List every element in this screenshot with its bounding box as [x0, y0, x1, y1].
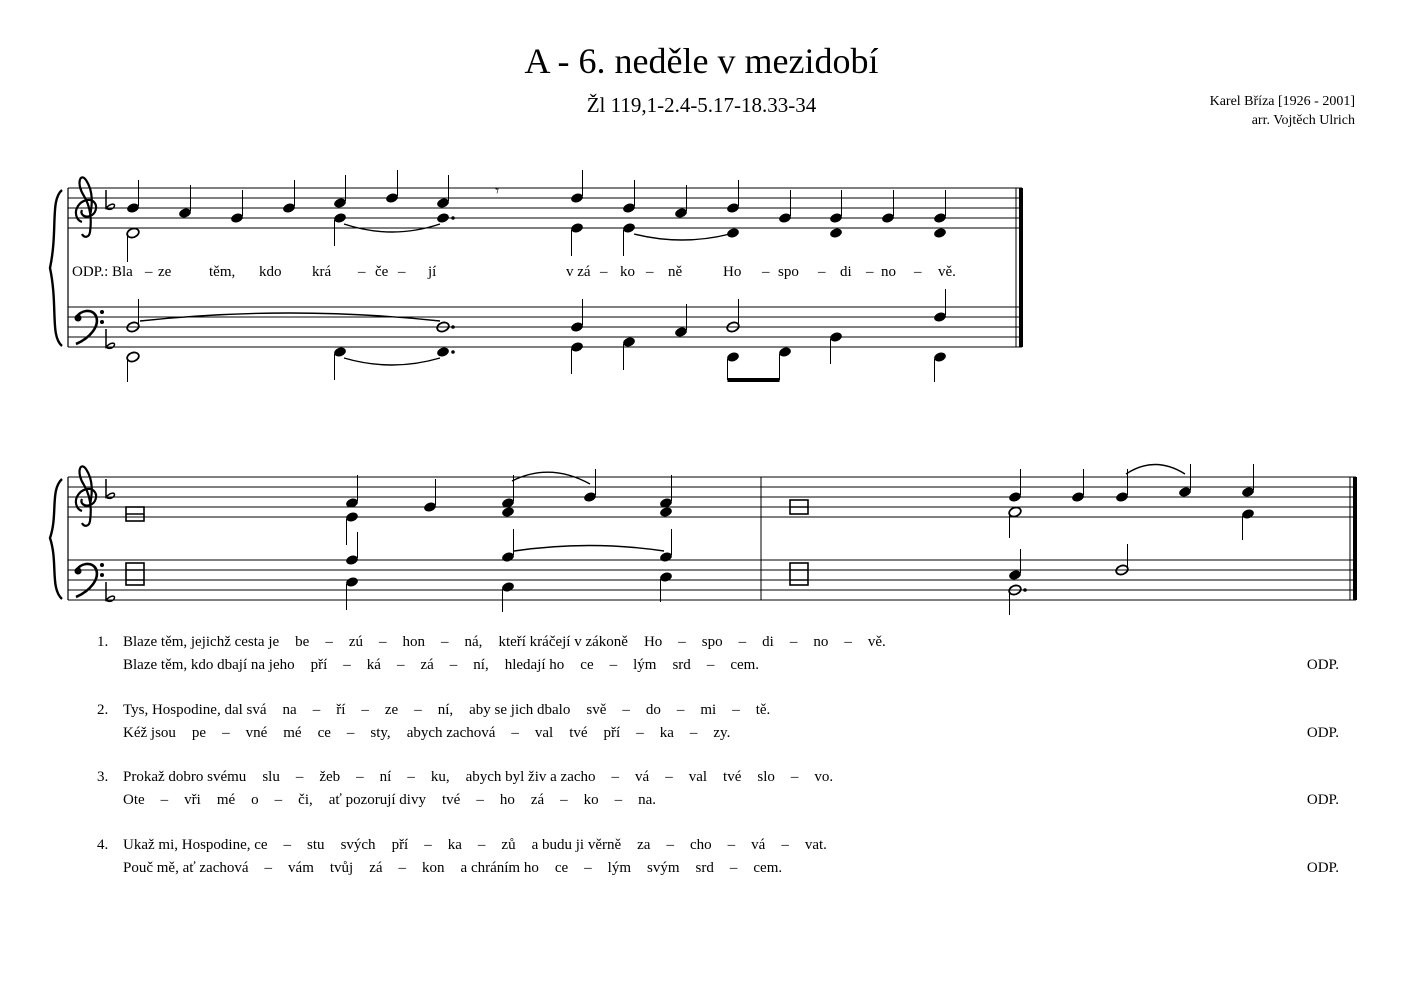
verse-line	[123, 633, 1353, 651]
verse-syllable: pří	[391, 837, 409, 853]
verse-syllable: ka	[659, 725, 674, 741]
verse-syllable: –	[609, 657, 618, 673]
psalm-reference: Žl 119,1-2.4-5.17-18.33-34	[586, 93, 817, 117]
verse-syllable: –	[356, 769, 364, 785]
verse-syllable: hledají ho	[504, 657, 565, 673]
verse-syllable: zy.	[713, 725, 731, 741]
verse-syllable: ka	[447, 837, 462, 853]
verse-syllable: di	[762, 634, 774, 650]
verse-syllable: vat.	[804, 837, 827, 853]
treble-staff-1	[68, 188, 1022, 228]
verse-syllable: a chráním ho	[460, 860, 539, 876]
brace	[50, 479, 62, 599]
verse-syllable: cem.	[730, 657, 760, 673]
verse-syllable: či,	[298, 792, 313, 808]
verse-line	[123, 791, 1353, 809]
refrain-syllable: –	[398, 264, 406, 280]
verse-syllable: val	[688, 769, 708, 785]
page-title: A - 6. neděle v mezidobí	[524, 41, 879, 81]
verse-syllable: o	[251, 792, 259, 808]
recitation-chords	[126, 500, 808, 585]
verse-syllable: –	[706, 657, 715, 673]
verse-line	[123, 701, 1353, 719]
verse-syllable: –	[312, 702, 321, 718]
verse-number: 2.	[97, 702, 109, 718]
verse-syllable: –	[789, 634, 798, 650]
verse-syllable: –	[560, 792, 568, 808]
flat-icon	[106, 479, 115, 498]
refrain-syllable: vě.	[938, 264, 956, 280]
verse-syllable: ho	[499, 792, 515, 808]
verse-syllable: pe	[191, 725, 207, 741]
verse-syllable: –	[622, 702, 630, 718]
refrain-syllable: ze	[158, 264, 172, 280]
verse-syllable: vě.	[867, 634, 886, 650]
verse-syllable: –	[729, 860, 738, 876]
verse-syllable: ko	[583, 792, 599, 808]
refrain-syllable: ODP.: Bla	[72, 264, 133, 280]
verse-syllable: –	[511, 725, 519, 741]
verse-syllable: lým	[607, 860, 632, 876]
verse-syllable: Ho	[643, 634, 663, 650]
verse-syllable: –	[614, 792, 623, 808]
verse-syllable: tě.	[755, 702, 771, 718]
verse-syllable: ce	[554, 860, 569, 876]
verse-syllable: abych byl živ a zacho	[465, 769, 596, 785]
verse-syllable: ODP.	[1306, 792, 1339, 808]
verse-syllable: sty,	[370, 725, 391, 741]
verse-syllable: –	[477, 837, 486, 853]
verse-syllable: –	[379, 634, 387, 650]
verse-number: 1.	[97, 634, 109, 650]
verse-syllable: ať pozorují divy	[328, 792, 426, 808]
verse-syllable: tvé	[441, 792, 461, 808]
verse-syllable: zá	[420, 657, 434, 673]
system-1	[50, 170, 1022, 382]
verse-syllable: cem.	[753, 860, 783, 876]
verse-syllable: –	[665, 769, 673, 785]
verse-syllable: –	[636, 725, 644, 741]
verse-syllable: stu	[307, 837, 325, 853]
verse-syllable: be	[295, 634, 310, 650]
verse-syllable: tvůj	[329, 860, 354, 876]
verse-syllable: vo.	[814, 769, 834, 785]
verse-line-text: Ote	[123, 792, 145, 808]
verse-syllable: za	[637, 837, 651, 853]
system-2	[50, 464, 1356, 615]
verse-syllable: –	[283, 837, 292, 853]
verse-syllable: vám	[288, 860, 314, 876]
verse-syllable: pří	[310, 657, 328, 673]
verse-line	[123, 836, 1353, 854]
verse-line-text: Blaze těm, kdo dbají na jeho	[123, 657, 295, 673]
verse-syllable: mi	[700, 702, 717, 718]
verse-syllable: –	[689, 725, 698, 741]
verse-syllable: ODP.	[1306, 860, 1339, 876]
verse-syllable: hon	[402, 634, 426, 650]
verse-syllable: –	[346, 725, 355, 741]
refrain-syllable: –	[646, 264, 654, 280]
verse-syllable: lým	[633, 657, 657, 673]
alto-notes-1	[126, 212, 947, 262]
verse-syllable: tvé	[569, 725, 588, 741]
verse-line-text: Prokaž dobro svému	[123, 769, 247, 785]
verse-syllable: ní,	[437, 702, 454, 718]
refrain-syllable: no	[881, 264, 896, 280]
verse-syllable: –	[343, 657, 351, 673]
verse-syllable: –	[666, 837, 674, 853]
refrain-syllable: kdo	[259, 264, 282, 280]
arranger-name: arr. Vojtěch Ulrich	[1251, 113, 1355, 128]
verse-syllable: –	[160, 792, 169, 808]
verse-syllable: svě	[586, 702, 607, 718]
verse-syllable: a budu ji věrně	[531, 837, 622, 853]
verse-syllable: –	[781, 837, 789, 853]
verse-syllable: do	[645, 702, 661, 718]
verse-syllable: ce	[580, 657, 594, 673]
soprano-notes-1	[126, 170, 947, 224]
verse-syllable: srd	[672, 657, 691, 673]
verse-syllable: na.	[638, 792, 657, 808]
refrain-syllable: –	[866, 264, 874, 280]
verse-syllable: žeb	[319, 769, 341, 785]
flat-icon	[106, 190, 115, 209]
verse-syllable: svých	[340, 837, 376, 853]
verse-syllable: –	[790, 769, 799, 785]
verse-line-text: Kéž jsou	[123, 725, 176, 741]
verse-syllable: zá	[369, 860, 383, 876]
refrain-lyrics	[72, 264, 956, 280]
verse-line-text: Blaze těm, jejichž cesta je	[123, 634, 280, 650]
verse-syllable: ká	[366, 657, 381, 673]
refrain-syllable: –	[358, 264, 366, 280]
flat-icon	[106, 329, 115, 348]
verse-syllable: ní	[379, 769, 392, 785]
verse-syllable: zú	[348, 634, 364, 650]
refrain-syllable: jí	[428, 264, 437, 280]
tenor-bass-notes-1	[126, 289, 947, 382]
verse-syllable: –	[738, 634, 747, 650]
verse-syllable: kteří kráčejí v zákoně	[498, 634, 628, 650]
verse-syllable: vá	[635, 769, 650, 785]
verse-syllable: –	[407, 769, 415, 785]
verse-syllable: mé	[216, 792, 236, 808]
verse-syllable: –	[732, 702, 740, 718]
verse-line	[123, 724, 1353, 742]
verse-syllable: –	[584, 860, 592, 876]
verse-syllable: tvé	[723, 769, 742, 785]
bass-staff-2	[68, 560, 1356, 600]
treble-staff-2	[68, 477, 1356, 517]
verse-syllable: –	[424, 837, 432, 853]
verse-syllable: vři	[184, 792, 201, 808]
verse-syllable: –	[414, 702, 422, 718]
verse-syllable: –	[611, 769, 620, 785]
verse-number: 4.	[97, 837, 109, 853]
verse-syllable: slu	[262, 769, 280, 785]
refrain-syllable: spo	[778, 264, 799, 280]
verse-number: 3.	[97, 769, 109, 785]
refrain-syllable: di	[840, 264, 852, 280]
verse-syllable: ří	[336, 702, 346, 718]
verse-syllable: val	[534, 725, 554, 741]
verse-syllable: –	[295, 769, 304, 785]
verse-syllable: mé	[283, 725, 302, 741]
bass-staff-1	[68, 307, 1022, 347]
verse-syllable: zá	[530, 792, 545, 808]
verse-syllable: –	[727, 837, 736, 853]
refrain-syllable: v zá	[566, 264, 591, 280]
verse-syllable: –	[676, 702, 685, 718]
verse-syllable: abych zachová	[406, 725, 496, 741]
composer-name: Karel Bříza [1926 - 2001]	[1209, 94, 1355, 109]
flat-icon	[106, 582, 115, 601]
verse-syllable: –	[844, 634, 852, 650]
verse-syllable: spo	[701, 634, 723, 650]
refrain-syllable: –	[818, 264, 826, 280]
verse-syllable: ce	[317, 725, 331, 741]
refrain-syllable: ně	[668, 264, 683, 280]
verse-syllable: no	[813, 634, 829, 650]
verse-syllable: –	[476, 792, 484, 808]
refrain-syllable: těm,	[209, 264, 236, 280]
brace	[50, 190, 62, 346]
verse-line-text: Ukaž mi, Hospodine, ce	[123, 837, 268, 853]
verse-syllable: –	[222, 725, 230, 741]
refrain-syllable: –	[600, 264, 608, 280]
verse-syllable: aby se jich dbalo	[469, 702, 571, 718]
verse-syllable: ku,	[430, 769, 450, 785]
refrain-syllable: krá	[312, 264, 332, 280]
verse-syllable: ze	[384, 702, 399, 718]
verse-syllable: –	[325, 634, 333, 650]
refrain-syllable: ko	[620, 264, 635, 280]
verse-syllable: ná,	[464, 634, 483, 650]
verse-line	[123, 768, 1353, 786]
verse-line	[123, 859, 1353, 877]
refrain-syllable: –	[914, 264, 922, 280]
verse-syllable: kon	[422, 860, 445, 876]
verse-line-text: Tys, Hospodine, dal svá	[123, 702, 267, 718]
verse-syllable: ODP.	[1306, 657, 1339, 673]
svg-text:𝄾: 𝄾	[495, 183, 500, 200]
verse-syllable: pří	[603, 725, 621, 741]
verse-syllable: ní,	[473, 657, 489, 673]
verse-syllable: –	[678, 634, 686, 650]
verse-syllable: na	[282, 702, 297, 718]
refrain-syllable: če	[375, 264, 389, 280]
verse-syllable: –	[449, 657, 458, 673]
refrain-syllable: –	[145, 264, 153, 280]
verse-syllable: vné	[245, 725, 268, 741]
verse-syllable: slo	[757, 769, 775, 785]
verse-line	[123, 656, 1353, 674]
verse-syllable: ODP.	[1306, 725, 1339, 741]
verse-syllable: –	[396, 657, 405, 673]
verse-syllable: zů	[501, 837, 516, 853]
refrain-syllable: Ho	[723, 264, 742, 280]
refrain-syllable: –	[762, 264, 770, 280]
verse-syllable: –	[264, 860, 273, 876]
verse-syllable: –	[361, 702, 369, 718]
verse-syllable: svým	[647, 860, 680, 876]
verse-syllable: cho	[689, 837, 712, 853]
verse-syllable: vá	[751, 837, 766, 853]
verse-syllable: srd	[695, 860, 714, 876]
verse-syllable: –	[274, 792, 283, 808]
verse-syllable: –	[398, 860, 407, 876]
verse-line-text: Pouč mě, ať zachová	[123, 860, 249, 876]
verse-syllable: –	[441, 634, 449, 650]
